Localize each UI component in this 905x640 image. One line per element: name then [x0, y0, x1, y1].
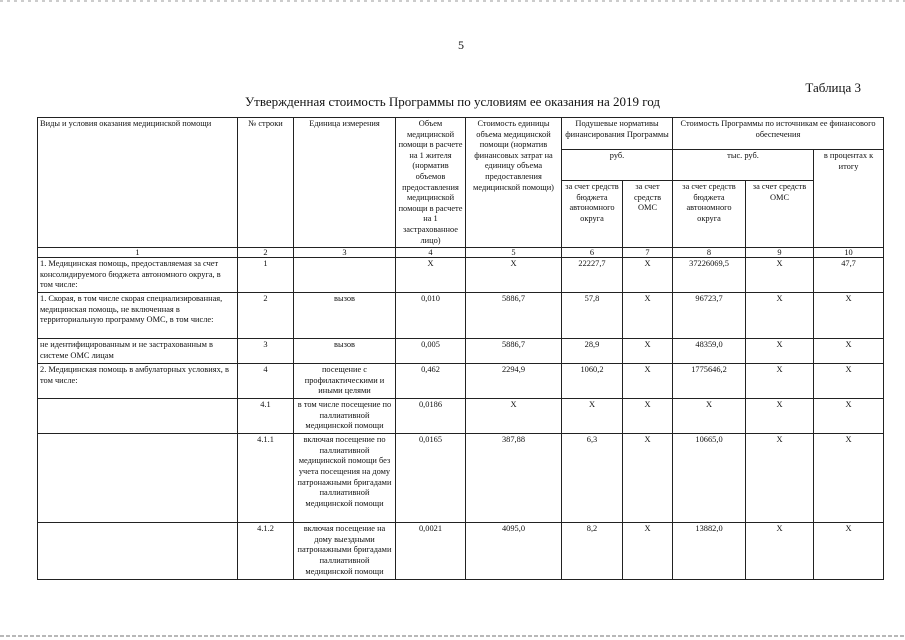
- table-row: [38, 434, 884, 523]
- header-row-1: [38, 118, 884, 150]
- row-line: 1: [238, 258, 294, 293]
- row-volume: X: [396, 258, 466, 293]
- document-title: Утвержденная стоимость Программы по условиям ее оказания на 2019 год: [244, 94, 661, 109]
- col-number: 9: [746, 248, 814, 258]
- row-percent: X: [814, 523, 884, 580]
- row-name: 1. Медицинская помощь, предоставляемая за счет консолидируемого бюджета автономного округа, в том числе:: [38, 258, 238, 293]
- table-row: [38, 399, 884, 434]
- header-norm-group: Подушевые нормативы финансирования Программы: [562, 118, 673, 150]
- row-percent: X: [814, 339, 884, 364]
- row-volume: 0,010: [396, 293, 466, 339]
- table-label: Таблица 3: [805, 80, 861, 95]
- column-number-row: [38, 248, 884, 258]
- row-name: [38, 399, 238, 434]
- row-volume: 0,0186: [396, 399, 466, 434]
- row-unit-cost: X: [466, 399, 562, 434]
- page-number: 5: [458, 38, 464, 52]
- row-unit-cost: X: [466, 258, 562, 293]
- row-cost-oms: X: [746, 364, 814, 399]
- row-cost-budget: 48359,0: [673, 339, 746, 364]
- header-sub6: за счет средств бюджета автономного округа: [562, 181, 623, 248]
- header-col1: Виды и условия оказания медицинской помощи: [38, 118, 238, 248]
- row-norm-oms: X: [623, 339, 673, 364]
- row-volume: 0,0021: [396, 523, 466, 580]
- row-volume: 0,0165: [396, 434, 466, 523]
- scan-edge-top: [0, 0, 905, 2]
- row-name: [38, 434, 238, 523]
- row-unit: в том числе посещение по паллиативной медицинской помощи: [294, 399, 396, 434]
- row-norm-budget: 57,8: [562, 293, 623, 339]
- row-norm-budget: 28,9: [562, 339, 623, 364]
- header-sub7: за счет средств ОМС: [623, 181, 673, 248]
- col-number: 3: [294, 248, 396, 258]
- row-unit-cost: 387,88: [466, 434, 562, 523]
- row-cost-budget: 37226069,5: [673, 258, 746, 293]
- row-unit-cost: 4095,0: [466, 523, 562, 580]
- row-unit-cost: 2294,9: [466, 364, 562, 399]
- header-cost-group: Стоимость Программы по источникам ее финансового обеспечения: [673, 118, 884, 150]
- col-number: 10: [814, 248, 884, 258]
- row-norm-budget: 8,2: [562, 523, 623, 580]
- row-cost-budget: X: [673, 399, 746, 434]
- table-row: [38, 523, 884, 580]
- row-norm-budget: 1060,2: [562, 364, 623, 399]
- cost-table: [37, 117, 884, 580]
- row-norm-oms: X: [623, 434, 673, 523]
- col-number: 4: [396, 248, 466, 258]
- row-cost-oms: X: [746, 434, 814, 523]
- row-unit: вызов: [294, 293, 396, 339]
- header-col2: № строки: [238, 118, 294, 248]
- table-row: [38, 364, 884, 399]
- table-row: [38, 258, 884, 293]
- row-unit: включая посещение по паллиативной медицинской помощи без учета посещения на дому патронажными бригадами паллиативной медицинской помощи: [294, 434, 396, 523]
- row-unit-cost: 5886,7: [466, 339, 562, 364]
- col-number: 6: [562, 248, 623, 258]
- row-name: не идентифицированным и не застрахованным в системе ОМС лицам: [38, 339, 238, 364]
- row-norm-oms: X: [623, 523, 673, 580]
- col-number: 5: [466, 248, 562, 258]
- row-percent: X: [814, 399, 884, 434]
- row-cost-oms: X: [746, 293, 814, 339]
- row-unit-cost: 5886,7: [466, 293, 562, 339]
- row-norm-oms: X: [623, 399, 673, 434]
- row-volume: 0,462: [396, 364, 466, 399]
- row-cost-oms: X: [746, 258, 814, 293]
- row-cost-oms: X: [746, 399, 814, 434]
- row-name: 1. Скорая, в том числе скорая специализированная, медицинская помощь, не включенная в территориальную программу ОМС, в том числе:: [38, 293, 238, 339]
- row-unit: вызов: [294, 339, 396, 364]
- row-cost-oms: X: [746, 523, 814, 580]
- row-unit: включая посещение на дому выездными патронажными бригадами паллиативной медицинской помощи: [294, 523, 396, 580]
- row-name: 2. Медицинская помощь в амбулаторных условиях, в том числе:: [38, 364, 238, 399]
- row-norm-oms: X: [623, 364, 673, 399]
- header-col5: Стоимость единицы объема медицинской помощи (норматив финансовых затрат на единицу объема предоставления медицинской помощи): [466, 118, 562, 248]
- row-cost-budget: 96723,7: [673, 293, 746, 339]
- header-sub9: за счет средств ОМС: [746, 181, 814, 248]
- row-cost-budget: 1775646,2: [673, 364, 746, 399]
- row-line: 4.1.1: [238, 434, 294, 523]
- row-cost-budget: 13882,0: [673, 523, 746, 580]
- col-number: 1: [38, 248, 238, 258]
- col-number: 8: [673, 248, 746, 258]
- header-col4: Объем медицинской помощи в расчете на 1 жителя (норматив объемов предоставления медицинской помощи в расчете на 1 застрахованное лицо): [396, 118, 466, 248]
- row-cost-oms: X: [746, 339, 814, 364]
- row-norm-oms: X: [623, 293, 673, 339]
- row-norm-oms: X: [623, 258, 673, 293]
- row-line: 4: [238, 364, 294, 399]
- header-sub8: за счет средств бюджета автономного округа: [673, 181, 746, 248]
- scan-edge-bottom: [0, 635, 905, 637]
- row-norm-budget: 6,3: [562, 434, 623, 523]
- row-line: 4.1.2: [238, 523, 294, 580]
- header-rub: руб.: [562, 150, 673, 181]
- row-volume: 0,005: [396, 339, 466, 364]
- row-percent: 47,7: [814, 258, 884, 293]
- col-number: 2: [238, 248, 294, 258]
- row-line: 2: [238, 293, 294, 339]
- header-thous-rub: тыс. руб.: [673, 150, 814, 181]
- row-percent: X: [814, 434, 884, 523]
- row-line: 3: [238, 339, 294, 364]
- row-norm-budget: X: [562, 399, 623, 434]
- row-percent: X: [814, 293, 884, 339]
- row-norm-budget: 22227,7: [562, 258, 623, 293]
- row-line: 4.1: [238, 399, 294, 434]
- row-unit: посещение с профилактическими и иными целями: [294, 364, 396, 399]
- row-cost-budget: 10665,0: [673, 434, 746, 523]
- row-percent: X: [814, 364, 884, 399]
- row-unit: [294, 258, 396, 293]
- col-number: 7: [623, 248, 673, 258]
- table-row: [38, 339, 884, 364]
- table-row: [38, 293, 884, 339]
- row-name: [38, 523, 238, 580]
- header-col3: Единица измерения: [294, 118, 396, 248]
- header-percent: в процентах к итогу: [814, 150, 884, 248]
